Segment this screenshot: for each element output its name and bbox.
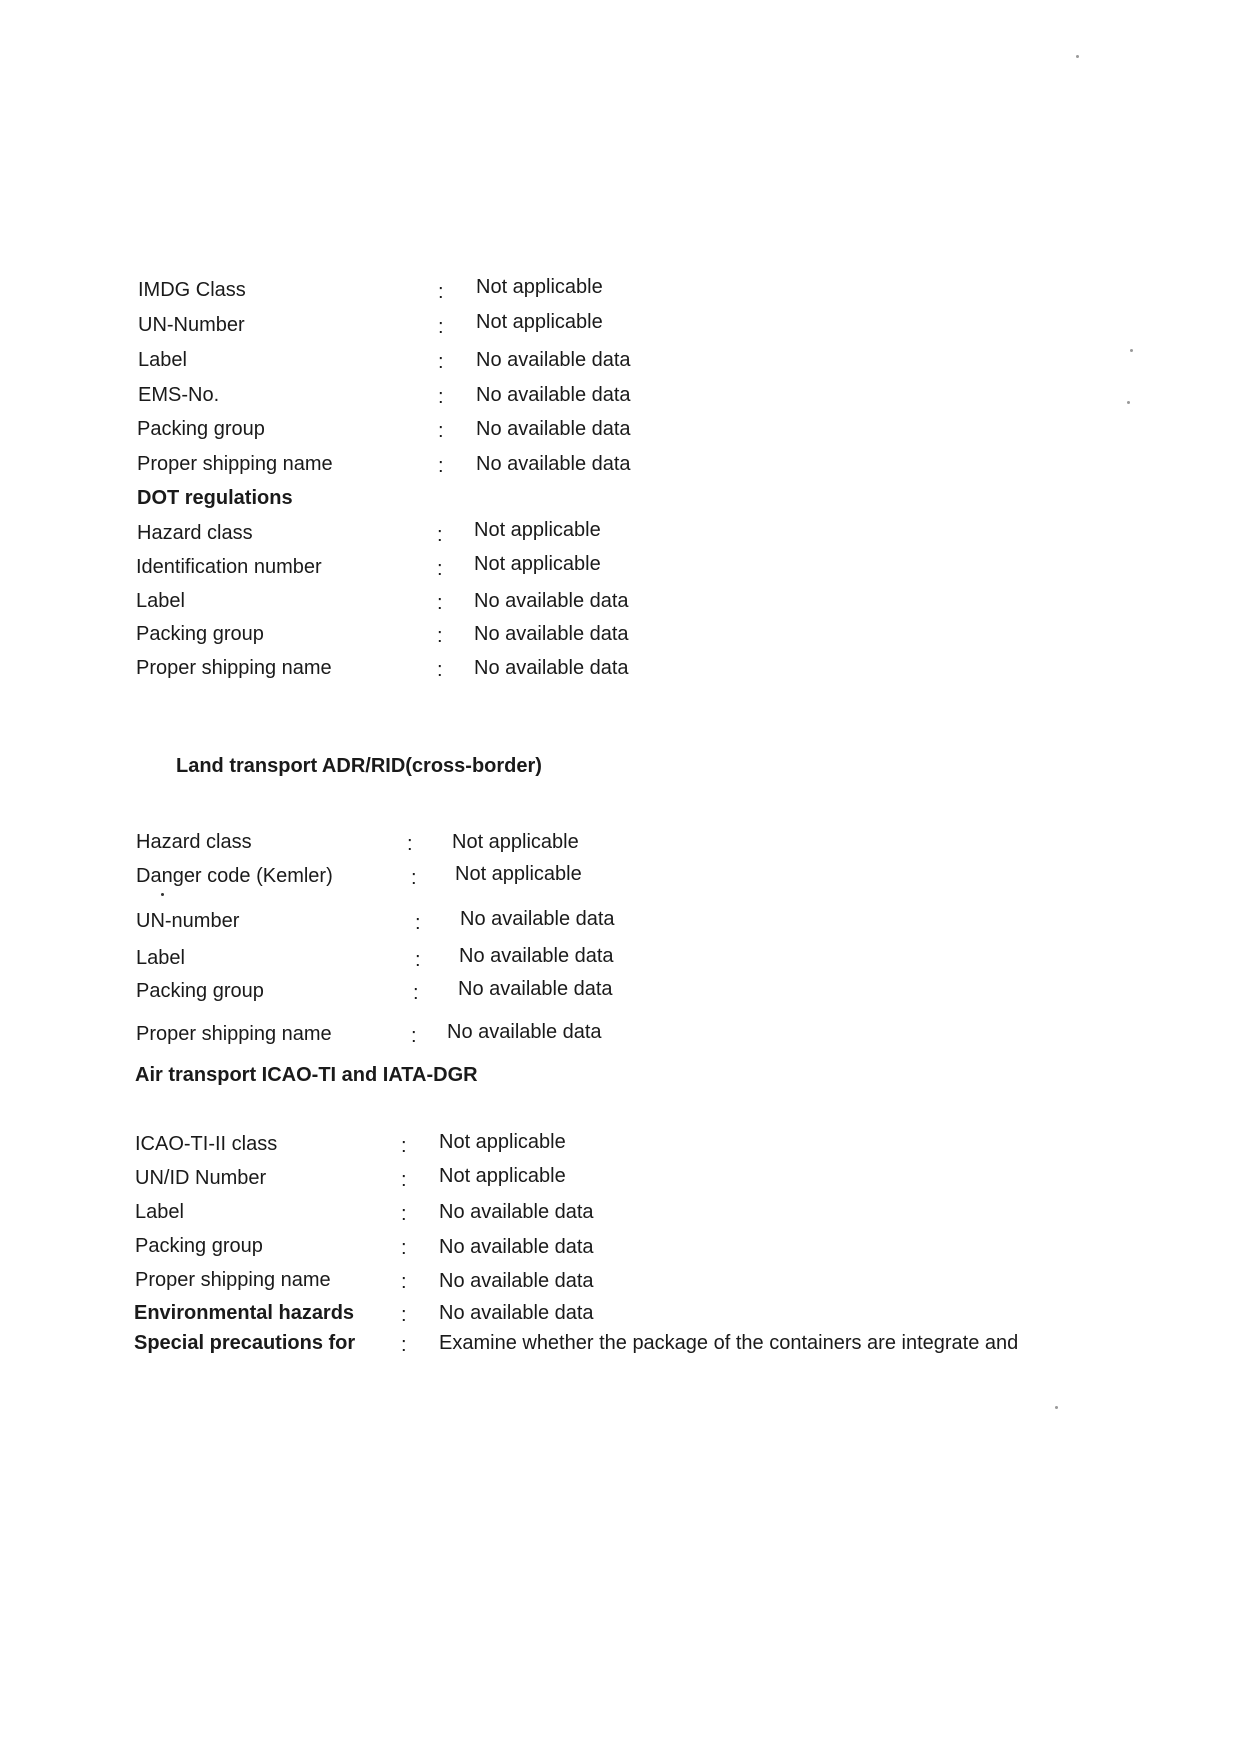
field-label: UN-Number (138, 314, 245, 336)
field-separator: : (401, 1271, 407, 1293)
scan-speck (161, 893, 164, 896)
field-label: Proper shipping name (135, 1269, 331, 1291)
field-label: ICAO-TI-II class (135, 1133, 278, 1155)
field-value: Not applicable (476, 311, 603, 333)
field-separator: : (437, 524, 443, 546)
field-label: Label (136, 947, 185, 969)
field-separator: : (415, 949, 421, 971)
field-separator: : (401, 1304, 407, 1326)
field-separator: : (438, 386, 444, 408)
field-separator: : (401, 1203, 407, 1225)
field-label: Proper shipping name (136, 1023, 332, 1045)
adr-heading: Land transport ADR/RID(cross-border) (176, 755, 542, 777)
field-label: Identification number (136, 556, 322, 578)
field-value: No available data (474, 657, 629, 679)
field-label: Packing group (135, 1235, 263, 1257)
field-value: No available data (459, 945, 614, 967)
field-label: Packing group (136, 980, 264, 1002)
field-value: No available data (460, 908, 615, 930)
field-separator: : (438, 316, 444, 338)
field-value: Not applicable (474, 553, 601, 575)
field-separator: : (401, 1237, 407, 1259)
field-label: UN-number (136, 910, 240, 932)
field-separator: : (413, 982, 419, 1004)
field-label: IMDG Class (138, 279, 246, 301)
field-value: No available data (476, 349, 631, 371)
field-value: No available data (458, 978, 613, 1000)
field-value: No available data (439, 1270, 594, 1292)
field-value: No available data (476, 418, 631, 440)
field-separator: : (401, 1135, 407, 1157)
field-separator: : (401, 1169, 407, 1191)
field-separator: : (411, 867, 417, 889)
field-separator: : (401, 1334, 407, 1356)
air-heading: Air transport ICAO-TI and IATA-DGR (135, 1064, 478, 1086)
field-separator: : (438, 281, 444, 303)
field-label: Danger code (Kemler) (136, 865, 333, 887)
field-value: Not applicable (439, 1165, 566, 1187)
field-value: No available data (476, 384, 631, 406)
field-label: UN/ID Number (135, 1167, 267, 1189)
field-value: No available data (476, 453, 631, 475)
field-label: Label (138, 349, 187, 371)
field-label: Proper shipping name (137, 453, 333, 475)
field-separator: : (437, 558, 443, 580)
field-label: Special precautions for (134, 1332, 356, 1354)
field-value: Not applicable (474, 519, 601, 541)
scan-speck (1076, 55, 1079, 58)
scan-speck (1130, 349, 1133, 352)
field-label: Hazard class (137, 522, 253, 544)
field-value: No available data (439, 1201, 594, 1223)
field-separator: : (438, 420, 444, 442)
field-value: No available data (474, 590, 629, 612)
field-value: Not applicable (476, 276, 603, 298)
field-label: Packing group (136, 623, 264, 645)
field-value: Not applicable (455, 863, 582, 885)
scan-speck (1127, 401, 1130, 404)
field-separator: : (437, 592, 443, 614)
field-label: Label (136, 590, 185, 612)
field-value: Not applicable (439, 1131, 566, 1153)
field-separator: : (438, 351, 444, 373)
field-value: No available data (439, 1302, 594, 1324)
field-separator: : (415, 912, 421, 934)
scan-speck (1055, 1406, 1058, 1409)
field-separator: : (438, 455, 444, 477)
field-value: No available data (474, 623, 629, 645)
field-separator: : (437, 625, 443, 647)
field-label: Proper shipping name (136, 657, 332, 679)
field-value: Examine whether the package of the containers are integrate and (439, 1332, 1019, 1354)
field-separator: : (411, 1025, 417, 1047)
field-label: EMS-No. (138, 384, 220, 406)
field-value: Not applicable (452, 831, 579, 853)
field-label: Hazard class (136, 831, 252, 853)
dot-heading: DOT regulations (137, 487, 293, 509)
field-value: No available data (447, 1021, 602, 1043)
field-value: No available data (439, 1236, 594, 1258)
field-label: Label (135, 1201, 184, 1223)
field-label: Packing group (137, 418, 265, 440)
field-separator: : (407, 833, 413, 855)
field-separator: : (437, 659, 443, 681)
field-label: Environmental hazards (134, 1302, 355, 1324)
